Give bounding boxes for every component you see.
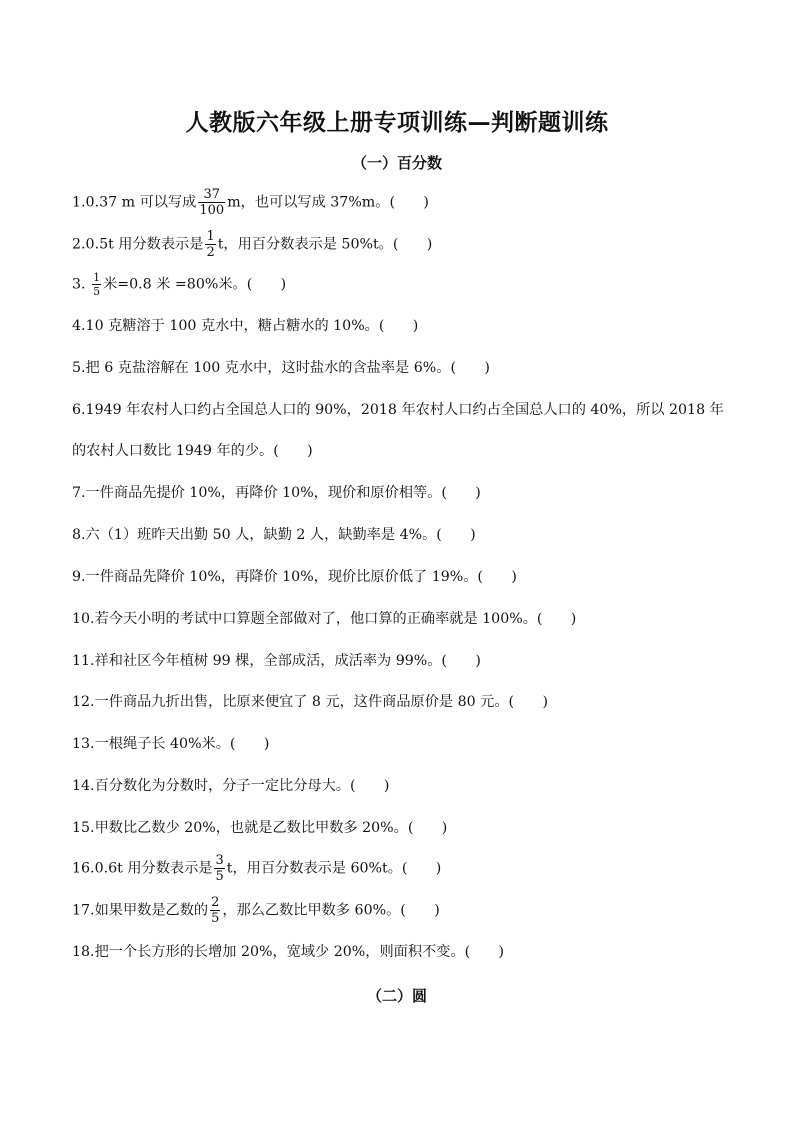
question-18: 18.把一个长方形的长增加 20%，宽域少 20%，则面积不变。( )	[72, 944, 505, 960]
question-12: 12.一件商品九折出售，比原来便宜了 8 元，这件商品原价是 80 元。( )	[72, 694, 549, 710]
question-text: 3.	[72, 276, 86, 293]
question-1	[72, 188, 732, 217]
question-15: 15.甲数比乙数少 20%，也就是乙数比甲数多 20%。( )	[72, 820, 448, 836]
fraction	[205, 230, 215, 259]
question-text: 米=0.8 米 =80%米。( )	[103, 276, 287, 293]
question-2	[72, 230, 732, 259]
fraction-numerator: 1	[93, 271, 101, 284]
question-16	[72, 854, 732, 883]
question-9: 9.一件商品先降价 10%，再降价 10%，现价比原价低了 19%。( )	[72, 569, 517, 585]
fraction-numerator: 3	[215, 853, 224, 868]
question-4: 4.10 克糖溶于 100 克水中，糖占糖水的 10%。( )	[72, 318, 419, 334]
question-7: 7.一件商品先提价 10%，再降价 10%，现价和原价相等。( )	[72, 485, 481, 501]
question-3	[72, 272, 732, 297]
fraction-denominator: 5	[215, 869, 224, 884]
question-6: 6.1949 年农村人口约占全国总人口的 90%，2018 年农村人口约占全国总人口的 40%，所以 2018 年的农村人口数比 1949 年的少。( )	[72, 402, 724, 459]
question-5: 5.把 6 克盐溶解在 100 克水中，这时盐水的含盐率是 6%。( )	[72, 360, 490, 376]
question-8: 8.六（1）班昨天出勤 50 人，缺勤 2 人，缺勤率是 4%。( )	[72, 527, 476, 543]
fraction	[210, 896, 220, 925]
fraction	[198, 188, 225, 217]
question-11: 11.祥和社区今年植树 99 棵，全部成活，成活率为 99%。( )	[72, 653, 481, 669]
fraction-denominator: 100	[199, 203, 225, 218]
fraction-denominator: 2	[206, 245, 215, 260]
question-text: t，用百分数表示是 50%t。( )	[217, 236, 433, 253]
fraction-numerator: 2	[211, 895, 220, 910]
page-title: 人教版六年级上册专项训练—判断题训练	[185, 110, 609, 136]
fraction-denominator: 5	[93, 285, 101, 298]
question-14: 14.百分数化为分数时，分子一定比分母大。( )	[72, 778, 390, 794]
fraction-denominator: 5	[211, 911, 220, 926]
question-10: 10.若今天小明的考试中口算题全部做对了，他口算的正确率就是 100%。( )	[72, 611, 577, 627]
question-17	[72, 896, 732, 925]
question-text: ，那么乙数比甲数多 60%。( )	[222, 902, 440, 919]
fraction	[214, 854, 224, 883]
fraction	[92, 272, 101, 297]
section-heading-circle: （二）圆	[366, 987, 427, 1005]
question-text: m，也可以写成 37%m。( )	[227, 194, 429, 211]
section-heading-percent: （一）百分数	[351, 154, 442, 172]
question-text: 2.0.5t 用分数表示是	[72, 236, 204, 253]
question-text: 16.0.6t 用分数表示是	[72, 860, 213, 877]
question-text: 17.如果甲数是乙数的	[72, 902, 209, 919]
fraction-numerator: 37	[198, 188, 225, 203]
question-text: t，用百分数表示是 60%t。( )	[226, 860, 442, 877]
question-13: 13.一根绳子长 40%米。( )	[72, 736, 270, 752]
fraction-numerator: 1	[206, 229, 215, 244]
question-text: 1.0.37 m 可以写成	[72, 194, 197, 211]
